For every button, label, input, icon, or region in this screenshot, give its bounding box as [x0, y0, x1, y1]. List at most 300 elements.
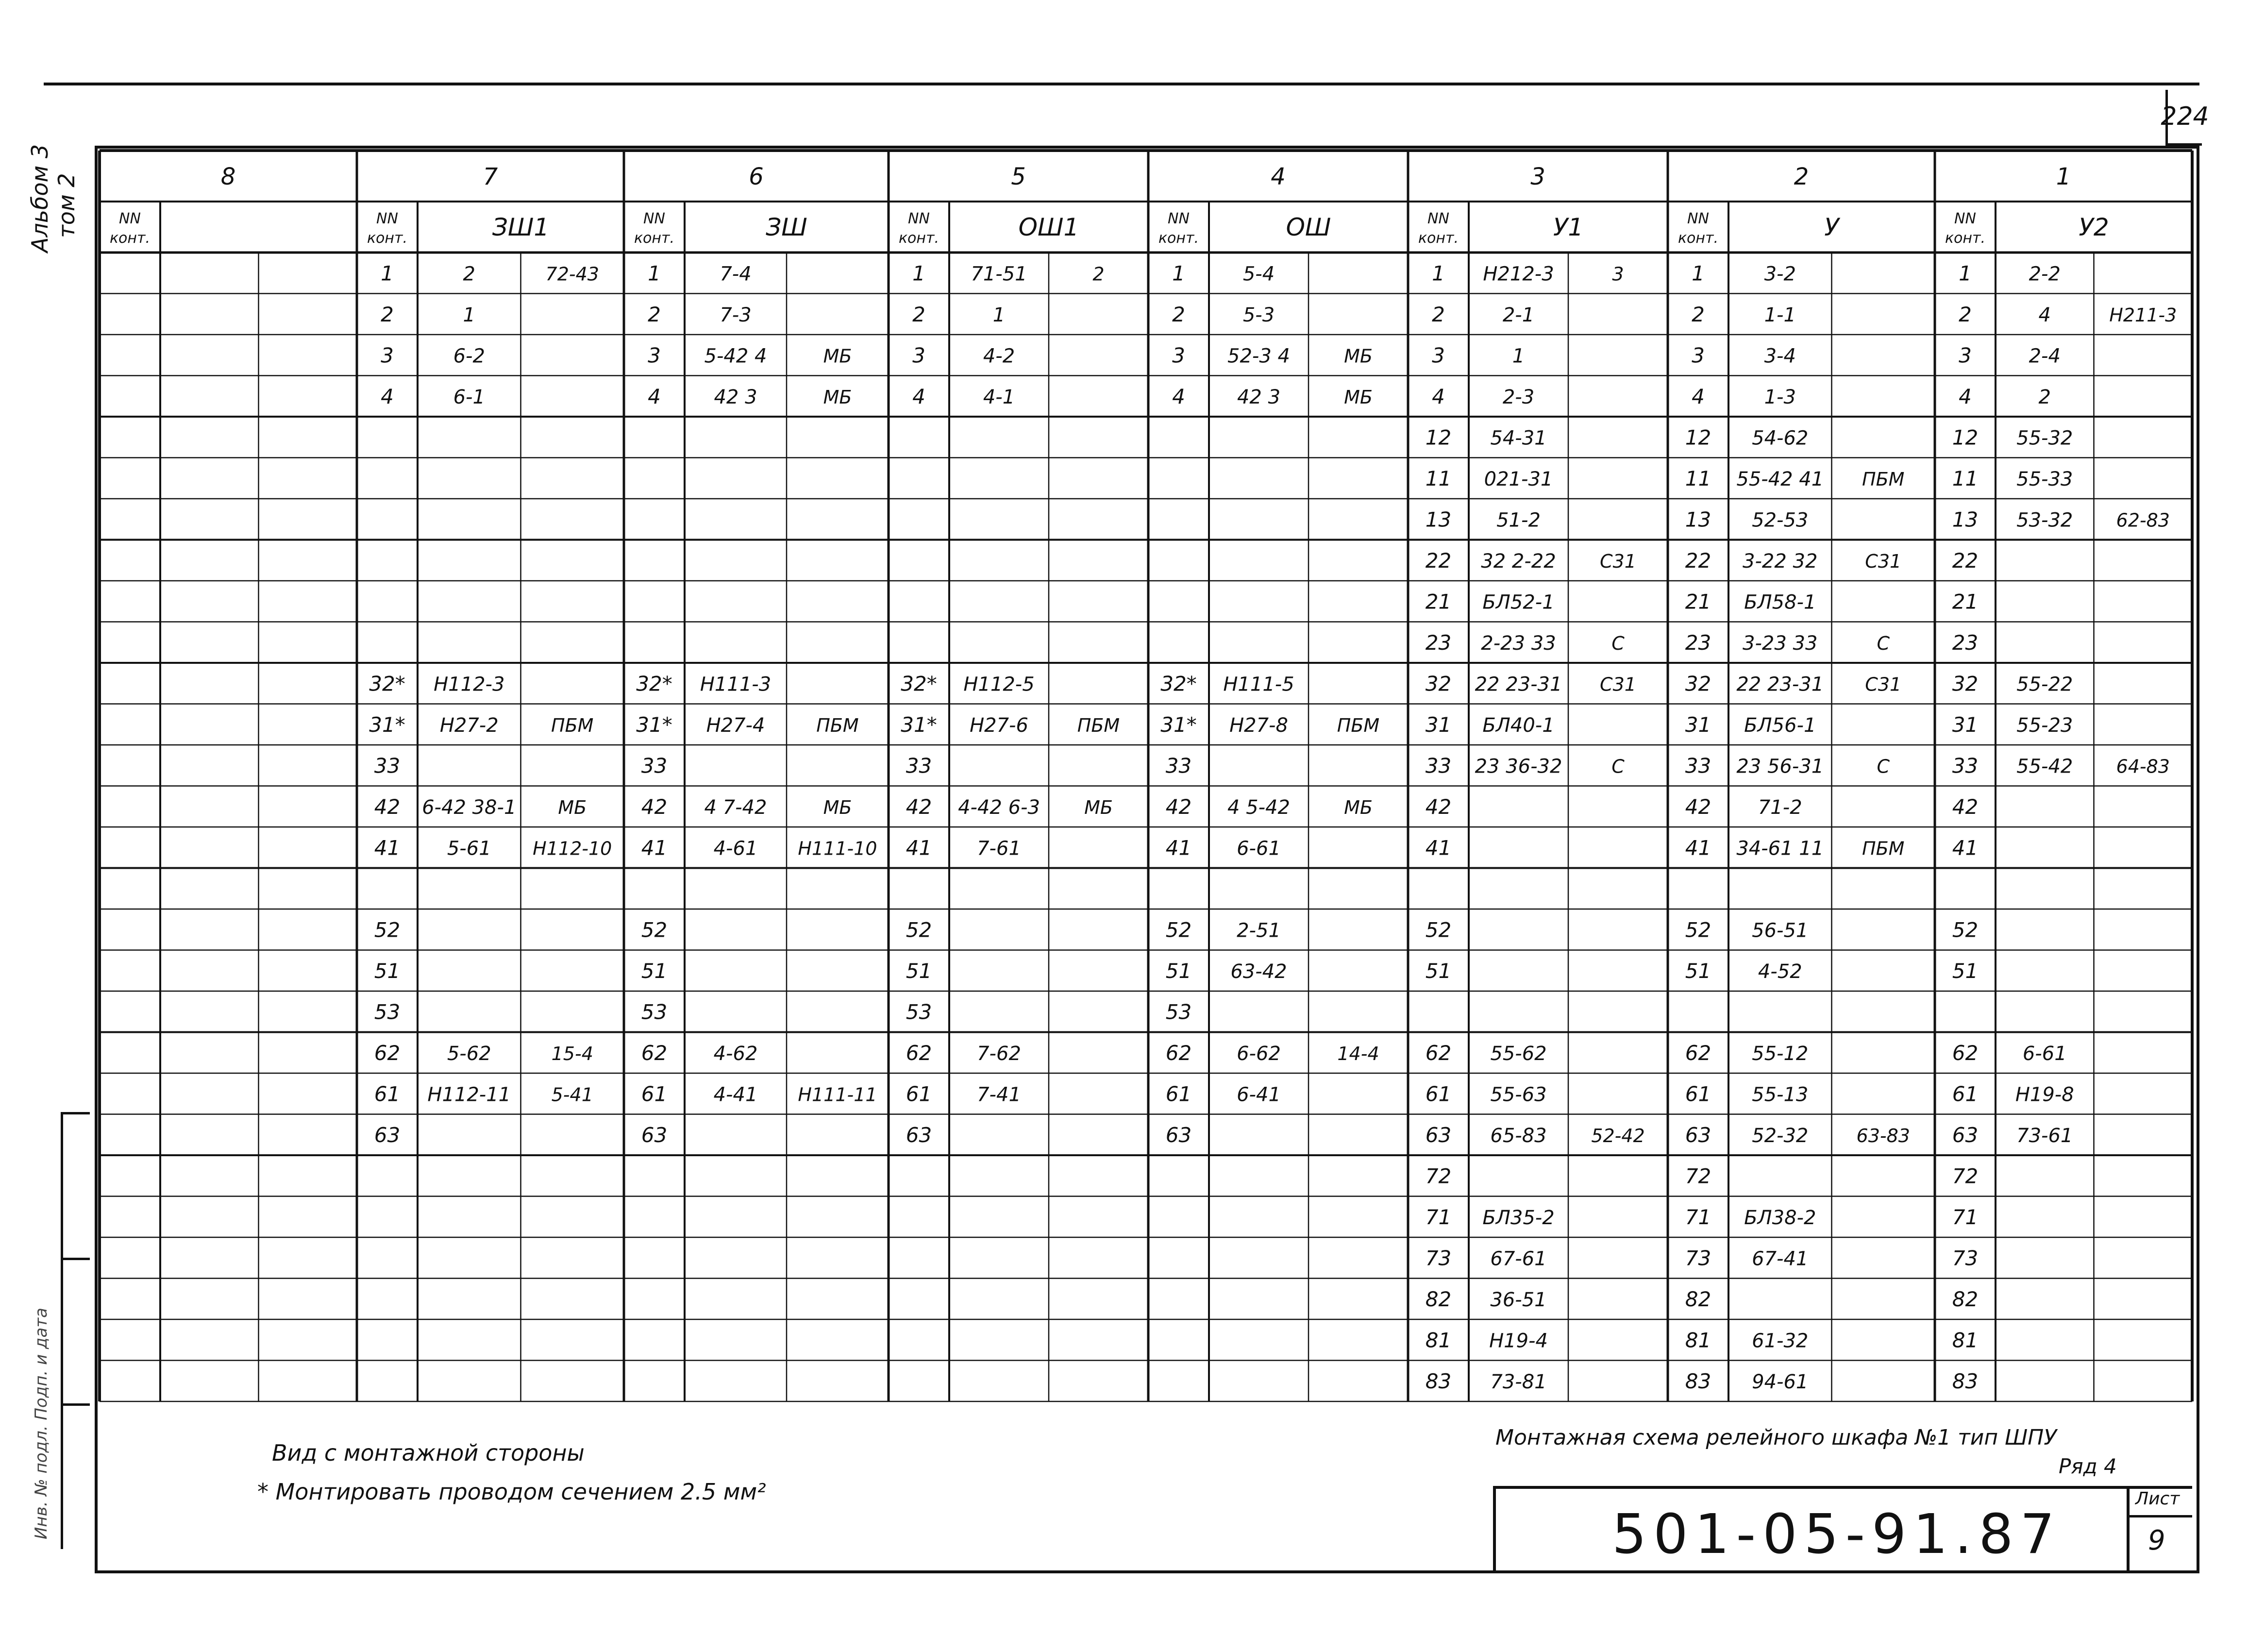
wire-note: МБ: [558, 796, 587, 818]
contact-number: 41: [374, 836, 401, 860]
footnote: * Монтировать проводом сечением 2.5 мм²: [257, 1479, 766, 1505]
wire-note: С31: [1865, 674, 1902, 695]
wire-note: МБ: [823, 345, 852, 367]
wire-note: С: [1877, 756, 1890, 777]
contact-number: 31: [1425, 712, 1452, 737]
group-number: 3: [1530, 163, 1545, 190]
contact-number: 82: [1425, 1287, 1452, 1311]
wire-note: 3: [1612, 263, 1624, 285]
contact-number: 42: [1952, 794, 1979, 819]
contact-number: 41: [906, 836, 932, 860]
wire-target: Н112-5: [963, 673, 1035, 696]
contact-number: 42: [906, 794, 932, 819]
device-label: ЗШ: [766, 213, 807, 241]
contact-number: 3: [381, 343, 394, 368]
album-label-line1: Альбом 3: [27, 144, 53, 253]
wire-note: ПБМ: [1862, 838, 1905, 860]
page-number: 224: [2165, 90, 2202, 146]
wire-target: 4-2: [983, 345, 1015, 368]
wire-note: 62-83: [2116, 509, 2170, 531]
wire-target: 63-42: [1230, 960, 1287, 983]
contact-number: 32*: [636, 672, 672, 696]
wire-note: МБ: [823, 386, 852, 408]
wire-target: Н27-6: [970, 714, 1028, 737]
contact-number: 12: [1425, 425, 1452, 450]
contact-number: 52: [374, 918, 401, 942]
contact-number: 31*: [1160, 712, 1197, 737]
wire-target: Н19-8: [2015, 1083, 2074, 1106]
wire-target: Н111-3: [700, 673, 772, 696]
album-label-line2: том 2: [53, 173, 80, 238]
wire-note: ПБМ: [1337, 714, 1380, 736]
contact-number: 51: [374, 959, 401, 983]
wire-target: Н19-4: [1489, 1330, 1548, 1352]
contact-number: 32*: [1160, 672, 1197, 696]
contact-number: 52: [641, 918, 668, 942]
contact-number: 42: [641, 794, 668, 819]
contact-number: 1: [1432, 261, 1445, 286]
wire-target: БЛ38-2: [1744, 1206, 1816, 1229]
contact-number: 73: [1685, 1246, 1711, 1270]
contact-number: 4: [912, 384, 925, 408]
wire-target: 55-33: [2016, 468, 2073, 490]
nn-header: конт.: [1158, 230, 1199, 247]
sheet-number: 9: [2148, 1525, 2165, 1556]
nn-header: конт.: [1945, 230, 1986, 247]
wire-note: МБ: [1344, 796, 1373, 818]
contact-number: 33: [906, 754, 932, 778]
contact-number: 71: [1425, 1205, 1452, 1229]
wire-target: 6-61: [2022, 1042, 2067, 1065]
contact-number: 61: [641, 1082, 668, 1106]
contact-number: 73: [1425, 1246, 1452, 1270]
contact-number: 41: [1685, 836, 1711, 860]
contact-number: 53: [1165, 1000, 1192, 1024]
contact-number: 73: [1952, 1246, 1979, 1270]
contact-number: 12: [1685, 425, 1711, 450]
wire-note: 52-42: [1591, 1125, 1645, 1146]
device-label: У: [1824, 213, 1839, 241]
contact-number: 1: [381, 261, 394, 286]
contact-number: 42: [1165, 794, 1192, 819]
wire-target: Н27-4: [706, 714, 765, 737]
contact-number: 63: [906, 1123, 932, 1147]
contact-number: 2: [381, 302, 394, 326]
wire-target: 4: [2038, 303, 2051, 326]
wire-target: 6-41: [1237, 1083, 1281, 1106]
contact-number: 52: [906, 918, 932, 942]
wire-target: 2-23 33: [1481, 632, 1556, 655]
wire-target: 5-61: [447, 837, 491, 860]
contact-number: 41: [1165, 836, 1192, 860]
wire-note: ПБМ: [1862, 468, 1905, 490]
nn-header: NN: [376, 210, 398, 227]
contact-number: 72: [1685, 1164, 1711, 1188]
contact-number: 31*: [901, 712, 937, 737]
contact-number: 3: [1692, 343, 1705, 368]
contact-number: 32*: [901, 672, 937, 696]
wire-note: С: [1611, 632, 1625, 654]
wire-note: Н111-11: [798, 1084, 877, 1106]
wire-target: 4-41: [713, 1083, 758, 1106]
wire-target: 3-23 33: [1743, 632, 1818, 655]
contact-number: 4: [648, 384, 661, 408]
wire-note: Н111-10: [798, 838, 877, 860]
contact-number: 1: [1959, 261, 1972, 286]
wire-target: 42 3: [1237, 386, 1281, 408]
wire-note: МБ: [1344, 386, 1373, 408]
contact-number: 33: [1685, 754, 1711, 778]
contact-number: 23: [1425, 630, 1452, 655]
contact-number: 52: [1165, 918, 1192, 942]
wire-target: 23 56-31: [1736, 755, 1824, 778]
group-number: 8: [220, 163, 236, 190]
contact-number: 52: [1952, 918, 1979, 942]
nn-header: конт.: [367, 230, 408, 247]
contact-number: 53: [641, 1000, 668, 1024]
contact-number: 62: [1685, 1041, 1711, 1065]
contact-number: 62: [641, 1041, 668, 1065]
wire-target: 3-22 32: [1743, 550, 1818, 573]
wire-target: 4-61: [713, 837, 758, 860]
wire-target: Н27-8: [1229, 714, 1288, 737]
wire-target: 7-62: [977, 1042, 1021, 1065]
contact-number: 81: [1425, 1328, 1452, 1352]
wire-target: 55-23: [2016, 714, 2073, 737]
contact-number: 63: [1952, 1123, 1979, 1147]
contact-number: 33: [641, 754, 668, 778]
wire-note: Н211-3: [2109, 304, 2177, 326]
nn-header: NN: [1168, 210, 1190, 227]
wire-note: МБ: [823, 796, 852, 818]
wire-target: 55-62: [1490, 1042, 1547, 1065]
contact-number: 83: [1952, 1369, 1979, 1393]
wire-target: 55-12: [1752, 1042, 1809, 1065]
wire-target: 61-32: [1752, 1330, 1809, 1352]
contact-number: 1: [648, 261, 661, 286]
wire-note: С31: [1600, 550, 1636, 572]
contact-number: 62: [1165, 1041, 1192, 1065]
wire-note: 2: [1092, 263, 1105, 285]
wire-target: 2: [2038, 386, 2051, 408]
contact-number: 61: [1165, 1082, 1192, 1106]
contact-number: 51: [1685, 959, 1711, 983]
contact-number: 11: [1425, 466, 1452, 490]
nn-header: конт.: [1418, 230, 1459, 247]
contact-number: 2: [1172, 302, 1185, 326]
contact-number: 32: [1425, 672, 1452, 696]
wire-target: 52-53: [1752, 509, 1809, 532]
wire-target: 34-61 11: [1736, 837, 1824, 860]
wire-target: 6-1: [453, 386, 485, 408]
nn-header: NN: [908, 210, 930, 227]
contact-number: 62: [906, 1041, 932, 1065]
wire-target: 5-62: [447, 1042, 491, 1065]
contact-number: 51: [1165, 959, 1192, 983]
wire-target: 1: [463, 303, 475, 326]
wire-target: 51-2: [1496, 509, 1541, 532]
wire-note: С: [1877, 632, 1890, 654]
contact-number: 33: [374, 754, 401, 778]
nn-header: конт.: [109, 230, 151, 247]
device-label: ОШ: [1286, 213, 1331, 241]
wire-target: 2-2: [2029, 263, 2061, 286]
wire-target: 73-81: [1490, 1370, 1547, 1393]
contact-number: 81: [1685, 1328, 1711, 1352]
wire-target: 55-32: [2016, 427, 2073, 450]
wire-target: 2-1: [1502, 303, 1535, 326]
contact-number: 71: [1685, 1205, 1711, 1229]
contact-number: 51: [906, 959, 932, 983]
contact-number: 3: [648, 343, 661, 368]
wire-target: 22 23-31: [1475, 673, 1562, 696]
wire-note: ПБМ: [816, 714, 859, 736]
contact-number: 21: [1952, 590, 1979, 614]
wire-target: 67-61: [1490, 1247, 1547, 1270]
contact-number: 82: [1952, 1287, 1979, 1311]
contact-number: 63: [1685, 1123, 1711, 1147]
group-number: 2: [1794, 163, 1809, 190]
contact-number: 22: [1425, 548, 1452, 573]
contact-number: 13: [1952, 507, 1979, 532]
contact-number: 3: [1959, 343, 1972, 368]
contact-number: 52: [1685, 918, 1711, 942]
contact-number: 62: [1425, 1041, 1452, 1065]
wire-target: 6-2: [453, 345, 485, 368]
contact-number: 4: [1959, 384, 1972, 408]
wire-target: 7-3: [720, 303, 752, 326]
contact-number: 2: [1432, 302, 1445, 326]
wire-target: 3-2: [1764, 263, 1796, 286]
wire-target: БЛ58-1: [1744, 591, 1816, 614]
contact-number: 4: [381, 384, 394, 408]
contact-number: 31: [1685, 712, 1711, 737]
contact-number: 13: [1425, 507, 1452, 532]
wire-note: ПБМ: [551, 714, 594, 736]
contact-number: 33: [1165, 754, 1192, 778]
contact-number: 81: [1952, 1328, 1979, 1352]
contact-number: 33: [1425, 754, 1452, 778]
group-number: 7: [483, 163, 498, 190]
contact-number: 1: [912, 261, 925, 286]
wire-target: 55-22: [2016, 673, 2073, 696]
wire-target: 54-62: [1752, 427, 1809, 450]
nn-header: NN: [1427, 210, 1449, 227]
wire-target: 3-4: [1764, 345, 1796, 368]
contact-number: 21: [1425, 590, 1452, 614]
nn-header: NN: [1687, 210, 1709, 227]
wire-target: 32 2-22: [1481, 550, 1556, 573]
contact-number: 83: [1425, 1369, 1452, 1393]
contact-number: 72: [1952, 1164, 1979, 1188]
wire-target: 73-61: [2016, 1124, 2073, 1147]
group-number: 6: [749, 163, 764, 190]
wire-note: 72-43: [545, 263, 599, 285]
wire-target: 4 7-42: [704, 796, 767, 819]
contact-number: 31*: [369, 712, 405, 737]
contact-number: 62: [374, 1041, 401, 1065]
wire-target: 23 36-32: [1475, 755, 1562, 778]
strip-text: Инв. № подл. Подп. и дата: [32, 1308, 51, 1539]
contact-number: 13: [1685, 507, 1711, 532]
contact-number: 33: [1952, 754, 1979, 778]
contact-number: 63: [641, 1123, 668, 1147]
contact-number: 42: [1685, 794, 1711, 819]
nn-header: NN: [119, 210, 141, 227]
wire-target: 56-51: [1752, 919, 1809, 942]
wire-target: 36-51: [1490, 1288, 1547, 1311]
wire-target: Н212-3: [1483, 263, 1554, 286]
wire-note: С31: [1600, 674, 1636, 695]
wire-target: 4-42 6-3: [958, 796, 1040, 819]
wire-note: 63-83: [1856, 1125, 1910, 1146]
wire-target: 6-62: [1237, 1042, 1281, 1065]
contact-number: 61: [1425, 1082, 1452, 1106]
nn-header: NN: [643, 210, 665, 227]
group-number: 4: [1271, 163, 1286, 190]
contact-number: 53: [906, 1000, 932, 1024]
contact-number: 2: [1692, 302, 1705, 326]
view-note: Вид с монтажной стороны: [272, 1440, 585, 1466]
contact-number: 21: [1685, 590, 1711, 614]
wire-target: Н112-3: [434, 673, 505, 696]
contact-number: 3: [1432, 343, 1445, 368]
wire-target: 55-42 41: [1736, 468, 1824, 490]
document-number: 501-05-91.87: [1612, 1503, 2062, 1566]
wire-target: 2-4: [2029, 345, 2061, 368]
drawing-subtitle: Ряд 4: [2059, 1454, 2117, 1478]
nn-header: NN: [1954, 210, 1976, 227]
contact-number: 61: [1685, 1082, 1711, 1106]
wire-target: 71-51: [971, 263, 1027, 286]
contact-number: 23: [1685, 630, 1711, 655]
wire-note: С31: [1865, 550, 1902, 572]
wire-target: 71-2: [1758, 796, 1802, 819]
contact-number: 72: [1425, 1164, 1452, 1188]
wire-target: 4-1: [983, 386, 1015, 408]
contact-number: 1: [1692, 261, 1705, 286]
device-label: У1: [1553, 213, 1584, 241]
contact-number: 52: [1425, 918, 1452, 942]
contact-number: 61: [906, 1082, 932, 1106]
wire-note: МБ: [1344, 345, 1373, 367]
wire-target: 7-61: [977, 837, 1021, 860]
wire-target: 1: [1512, 345, 1525, 368]
wire-target: БЛ56-1: [1744, 714, 1816, 737]
drawing-title: Монтажная схема релейного шкафа №1 тип ШПУ: [1495, 1425, 2057, 1450]
wire-target: 42 3: [714, 386, 757, 408]
wire-target: 021-31: [1484, 468, 1553, 490]
wire-target: 1-3: [1764, 386, 1796, 408]
contact-number: 61: [1952, 1082, 1979, 1106]
wire-target: БЛ52-1: [1482, 591, 1555, 614]
wire-target: 67-41: [1752, 1247, 1809, 1270]
contact-number: 11: [1685, 466, 1711, 490]
wire-target: 2: [463, 263, 475, 286]
wire-target: 53-32: [2016, 509, 2073, 532]
wire-note: 64-83: [2116, 756, 2170, 777]
wire-note: 5-41: [551, 1084, 593, 1106]
contact-number: 1: [1172, 261, 1185, 286]
contact-number: 12: [1952, 425, 1979, 450]
wire-target: 55-13: [1752, 1083, 1809, 1106]
wire-target: БЛ40-1: [1482, 714, 1555, 737]
wire-note: Н112-10: [533, 838, 612, 860]
wire-target: 94-61: [1752, 1370, 1809, 1393]
wire-target: 6-61: [1237, 837, 1281, 860]
contact-number: 2: [1959, 302, 1972, 326]
wire-note: ПБМ: [1077, 714, 1120, 736]
contact-number: 32: [1952, 672, 1979, 696]
sheet-label: Лист: [2135, 1489, 2180, 1509]
contact-number: 82: [1685, 1287, 1711, 1311]
wire-target: 55-42: [2016, 755, 2073, 778]
nn-header: конт.: [1678, 230, 1719, 247]
wire-target: 2-51: [1237, 919, 1281, 942]
nn-header: конт.: [898, 230, 939, 247]
contact-number: 31: [1952, 712, 1979, 737]
wire-target: 54-31: [1490, 427, 1547, 450]
wire-target: 5-42 4: [704, 345, 767, 368]
wire-target: 52-32: [1752, 1124, 1809, 1147]
wire-note: 15-4: [551, 1043, 593, 1064]
contact-number: 4: [1172, 384, 1185, 408]
contact-number: 42: [374, 794, 401, 819]
contact-number: 4: [1692, 384, 1705, 408]
contact-number: 83: [1685, 1369, 1711, 1393]
nn-header: конт.: [634, 230, 675, 247]
wire-target: 52-3 4: [1227, 345, 1290, 368]
contact-number: 61: [374, 1082, 401, 1106]
contact-number: 32*: [369, 672, 405, 696]
wire-target: 4-62: [713, 1042, 758, 1065]
wire-target: 55-63: [1490, 1083, 1547, 1106]
wire-target: 22 23-31: [1736, 673, 1824, 696]
contact-number: 41: [641, 836, 668, 860]
wire-target: 7-41: [977, 1083, 1021, 1106]
wire-note: С: [1611, 756, 1625, 777]
contact-number: 2: [648, 302, 661, 326]
contact-number: 42: [1425, 794, 1452, 819]
wire-target: Н112-11: [427, 1083, 511, 1106]
contact-number: 23: [1952, 630, 1979, 655]
contact-number: 2: [912, 302, 925, 326]
contact-number: 63: [1425, 1123, 1452, 1147]
contact-number: 41: [1952, 836, 1979, 860]
contact-number: 71: [1952, 1205, 1979, 1229]
device-label: ЗШ1: [492, 213, 550, 241]
wire-target: 1: [992, 303, 1006, 326]
wire-target: 6-42 38-1: [422, 796, 517, 819]
contact-number: 51: [641, 959, 668, 983]
wire-target: Н27-2: [439, 714, 499, 737]
contact-number: 3: [1172, 343, 1185, 368]
group-number: 1: [2056, 163, 2071, 190]
wire-target: БЛ35-2: [1482, 1206, 1555, 1229]
wire-target: 4-52: [1758, 960, 1802, 983]
wire-target: 65-83: [1490, 1124, 1547, 1147]
contact-number: 3: [912, 343, 925, 368]
contact-number: 4: [1432, 384, 1445, 408]
contact-number: 53: [374, 1000, 401, 1024]
wire-target: 2-3: [1502, 386, 1535, 408]
wire-note: 14-4: [1337, 1043, 1379, 1064]
wire-target: 7-4: [720, 263, 752, 286]
wire-target: 5-4: [1242, 263, 1275, 286]
device-label: ОШ1: [1018, 213, 1079, 241]
wire-target: 1-1: [1764, 303, 1796, 326]
contact-number: 62: [1952, 1041, 1979, 1065]
